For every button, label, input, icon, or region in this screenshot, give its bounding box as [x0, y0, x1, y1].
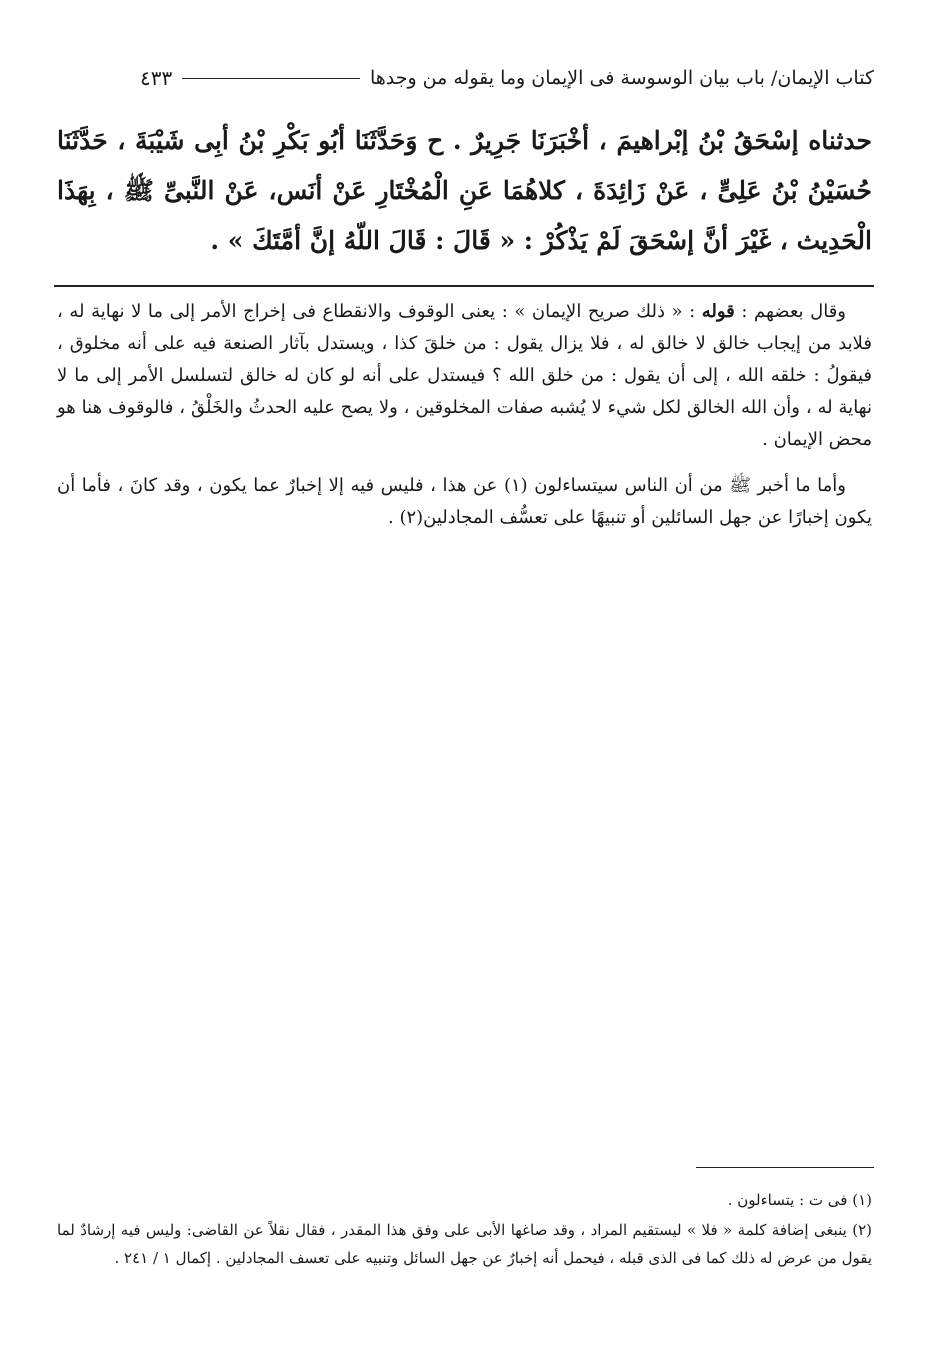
commentary-p1-body: : « ذلك صريح الإيمان » : يعنى الوقوف والانقطاع فى إخراج الأمر إلى ما لا نهاية له ، فلابد من إيجاب خالق لا خالق له ، فلا يزال يقول : من خلقَ كذا ، ويستدل بآثار الصنعة فيه على أنه مخلوق ، فيقولُ : خلقه الله ، إلى أن يقول : من خلق الله ؟ فيستدل على أنه لو كان له خالق لتسلسل الأمر إلى ما لا نهاية له ، وأن الله الخالق لكل شيء لا يُشبه صفات المخلوقين ، ولا يصح عليه الحدثُ والخَلْقُ ، فالوقوف هنا هو محض الإيمان .: [57, 301, 872, 450]
footnote-divider: [696, 1167, 874, 1168]
commentary-paragraph-2: [57, 470, 872, 534]
hadith-text: [57, 116, 872, 266]
commentary-p2-middle: عن هذا ، فليس فيه إلا إخبارٌ عما يكون ، وقد كانَ ، فأما أن يكون إخبارًا عن جهل السائلين أو تنبيهًا على تعسُّف المجادلين: [57, 475, 872, 528]
running-title: كتاب الإيمان/ باب بيان الوسوسة فى الإيمان وما يقوله من وجدها: [369, 67, 874, 89]
footnote-1: [57, 1186, 872, 1214]
footnote-ref-2: (٢): [399, 507, 424, 528]
commentary-paragraph-1: [57, 296, 872, 456]
footnote-ref-1: (١): [503, 475, 528, 496]
commentary: [57, 296, 872, 534]
footnotes: [57, 1186, 872, 1272]
footnote-2-marker: (٢): [852, 1221, 872, 1239]
commentary-p1-label: وقال بعضهم :: [734, 301, 846, 322]
footnote-1-marker: (١): [852, 1191, 872, 1209]
hadith-paragraph: حدثناه إسْحَقُ بْنُ إبْراهيمَ ، أخْبَرَنَا جَرِيرٌ . ح وَحَدَّثَنَا أبُو بَكْرِ بْنُ أبِى شَيْبَةَ ، حَدَّثَنَا حُسَيْنُ بْنُ عَلِىٍّ ، عَنْ زَائِدَةَ ، كلاهُمَا عَنِ الْمُخْتَارِ عَنْ أنَس، عَنْ النَّبىِّ ﷺ ، بِهَذَا الْحَدِيث ، غَيْرَ أنَّ إسْحَقَ لَمْ يَذْكُرْ : « قَالَ : قَالَ اللّهُ إنَّ أمَّتَكَ » .: [57, 126, 872, 255]
page-number: ٤٣٣: [140, 66, 173, 90]
footnote-2: [57, 1216, 872, 1272]
footnote-1-text: فى ت : يتساءلون .: [727, 1191, 853, 1209]
footnote-2-text: ينبغى إضافة كلمة « فلا » ليستقيم المراد ، وقد صاغها الأبى على وفق هذا المقدر ، فقال نقلاً عن القاضى: وليس فيه إرشادٌ لما يقول من عرض له ذلك كما فى الذى قبله ، فيحمل أنه إخبارٌ عن جهل السائل وتنبيه على تعسف المجادلين . إكمال ١ / ٢٤١ .: [57, 1221, 872, 1267]
commentary-p1-keyword: قوله: [701, 301, 735, 322]
header-rule: [182, 78, 360, 79]
commentary-p2-end: .: [387, 507, 400, 528]
section-divider: [54, 285, 874, 287]
commentary-p2-before: وأما ما أخبر ﷺ من أن الناس سيتساءلون: [527, 475, 846, 496]
running-header: [140, 58, 874, 98]
